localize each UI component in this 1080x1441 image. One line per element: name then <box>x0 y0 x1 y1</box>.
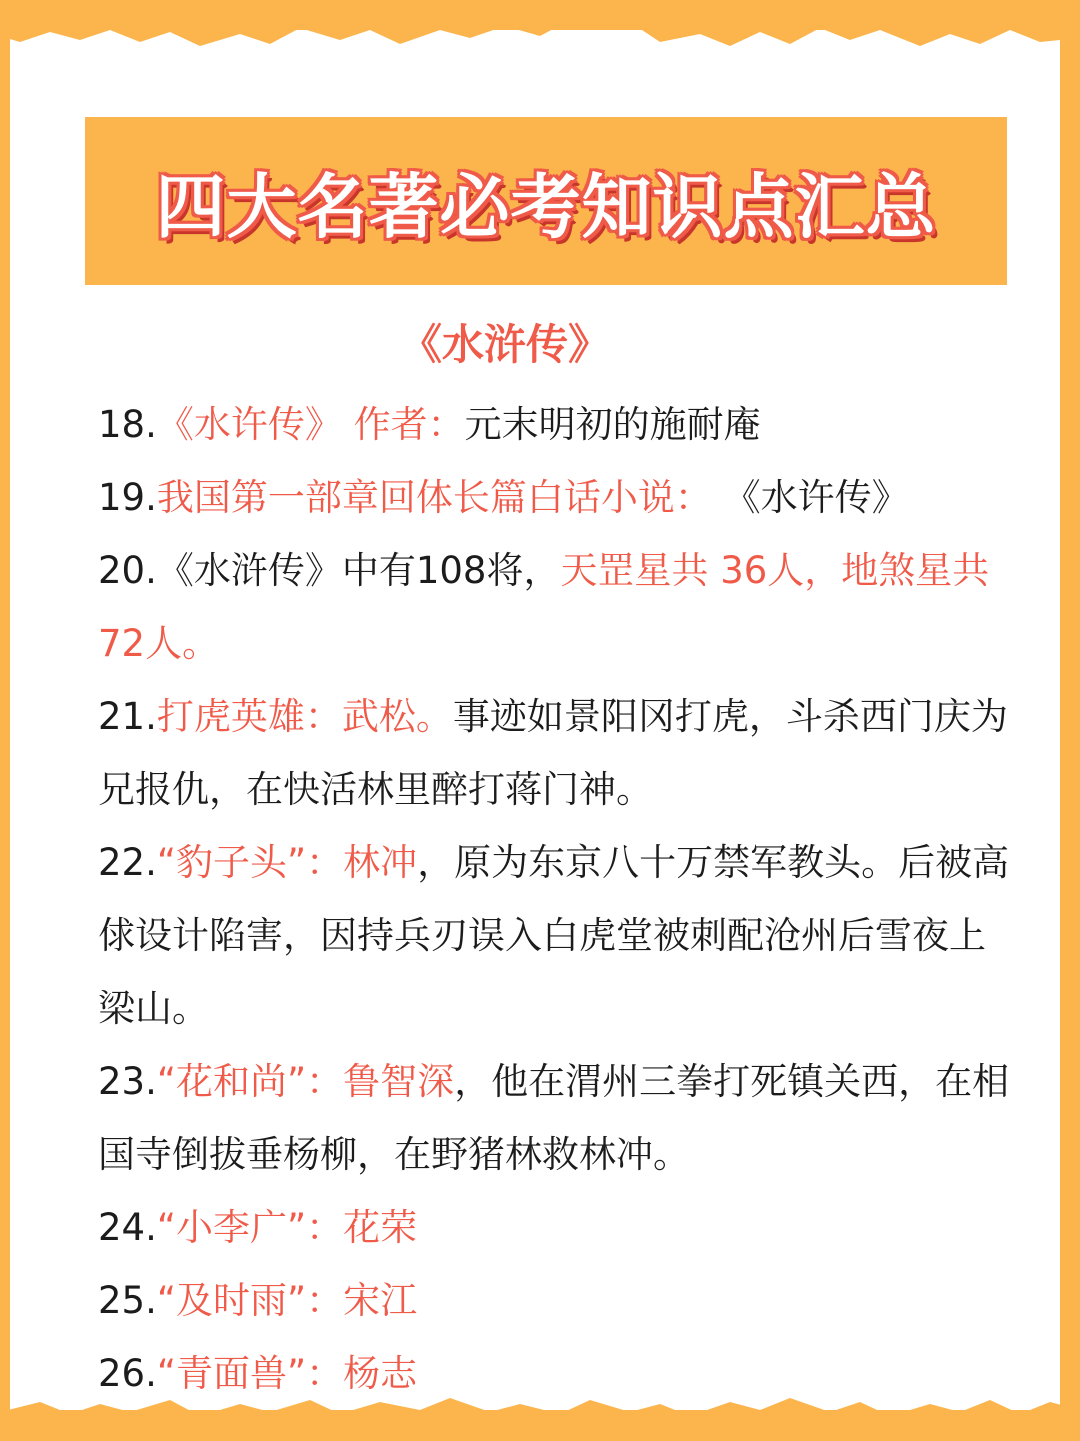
item-text: 元末明初的施耐庵 <box>464 403 761 446</box>
item-highlight-text: 《水许传》 作者： <box>156 403 465 446</box>
item-text: ，原为东京八十万禁军教头。后被高俅设计陷害，因持兵刃误入白虎堂被刺配沧州后雪夜上梁山。 <box>98 841 1010 1030</box>
list-item <box>98 1337 1010 1410</box>
list-item <box>98 1264 1010 1337</box>
item-number: 22. <box>98 841 157 884</box>
item-text: 《水许传》 <box>711 476 909 519</box>
item-number: 26. <box>98 1352 157 1395</box>
item-highlight-text: 我国第一部章回体长篇白话小说： <box>156 476 712 519</box>
title-banner <box>85 117 1007 285</box>
item-highlight-text: “小李广”：花荣 <box>156 1206 418 1249</box>
knowledge-list <box>98 388 1010 1410</box>
item-highlight-text: “及时雨”：宋江 <box>156 1279 418 1322</box>
item-highlight-text: “青面兽”：杨志 <box>156 1352 418 1395</box>
item-number: 23. <box>98 1060 157 1103</box>
item-number: 25. <box>98 1279 157 1322</box>
item-number: 19. <box>98 476 157 519</box>
item-highlight-text: 打虎英雄：武松。 <box>156 695 453 738</box>
item-number: 20. <box>98 549 157 592</box>
list-item <box>98 826 1010 1045</box>
torn-edge-top <box>0 0 1080 46</box>
list-item <box>98 461 1010 534</box>
page-title: 四大名著必考知识点汇总 <box>155 165 937 248</box>
section-heading: 《水浒传》 <box>399 320 610 369</box>
item-number: 21. <box>98 695 157 738</box>
item-text: 事迹如景阳冈打虎，斗杀西门庆为兄报仇，在快活林里醉打蒋门神。 <box>98 695 1008 811</box>
list-item <box>98 534 1010 680</box>
item-text: ，他在渭州三拳打死镇关西，在相国寺倒拔垂杨柳，在野猪林救林冲。 <box>98 1060 1010 1176</box>
list-item <box>98 1191 1010 1264</box>
item-text: 《水浒传》中有108将， <box>156 549 561 592</box>
item-highlight-text: “豹子头”：林冲 <box>156 841 418 884</box>
list-item <box>98 680 1010 826</box>
item-number: 18. <box>98 403 157 446</box>
item-number: 24. <box>98 1206 157 1249</box>
item-highlight-text: “花和尚”：鲁智深 <box>156 1060 455 1103</box>
list-item <box>98 388 1010 461</box>
item-highlight-text: 天罡星共 36人，地煞星共72人。 <box>98 549 990 665</box>
list-item <box>98 1045 1010 1191</box>
